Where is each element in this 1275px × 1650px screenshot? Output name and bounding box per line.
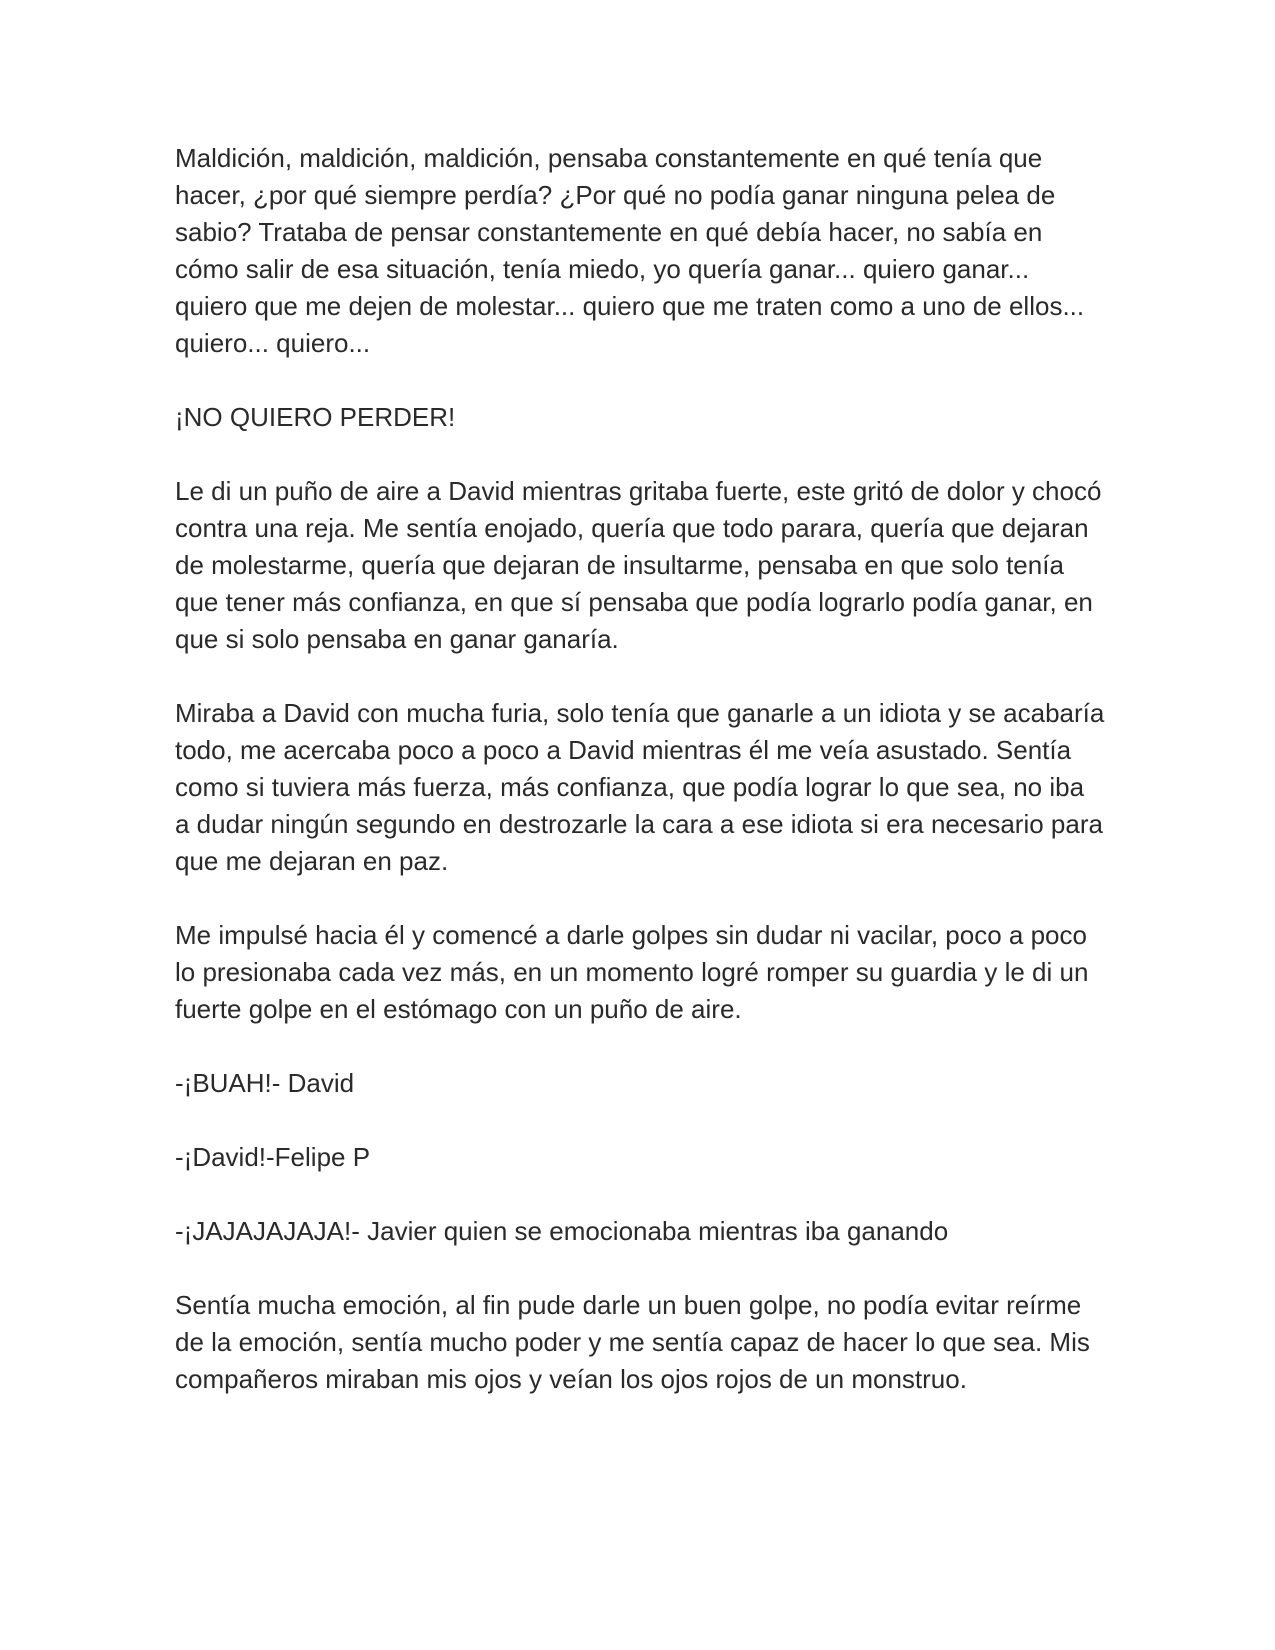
dialogue-line-felipe: -¡David!-Felipe P (175, 1142, 371, 1172)
paragraph-1: Maldición, maldición, maldición, pensaba constantemente en qué tenía que hacer, ¿por qué siempre perdía? ¿Por qué no podía ganar ninguna pelea de sabio? Trataba de pensar constantemente en qué debía hacer, no sabía en cómo salir de esa situación, tenía miedo, yo quería ganar... quiero ganar... quiero que me dejen de molestar... quiero que me traten como a uno de ellos... quiero... quiero... (175, 143, 1085, 358)
paragraph-2-shout: ¡NO QUIERO PERDER! (175, 402, 456, 432)
paragraph-3: Le di un puño de aire a David mientras gritaba fuerte, este gritó de dolor y chocó contra una reja. Me sentía enojado, quería que todo parara, quería que dejaran de molestarme, quería que dejaran de insultarme, pensaba en que solo tenía que tener más confianza, en que sí pensaba que podía lograrlo podía ganar, en que si solo pensaba en ganar ganaría. (175, 476, 1102, 654)
dialogue-line-javier: -¡JAJAJAJAJA!- Javier quien se emocionaba mientras iba ganando (175, 1216, 949, 1246)
paragraph-9: Sentía mucha emoción, al fin pude darle un buen golpe, no podía evitar reírme de la emoción, sentía mucho poder y me sentía capaz de hacer lo que sea. Mis compañeros miraban mis ojos y veían los ojos rojos de un monstruo. (175, 1290, 1090, 1394)
dialogue-line-david: -¡BUAH!- David (175, 1068, 355, 1098)
paragraph-4: Miraba a David con mucha furia, solo tenía que ganarle a un idiota y se acabaría todo, me acercaba poco a poco a David mientras él me veía asustado. Sentía como si tuviera más fuerza, más confianza, que podía lograr lo que sea, no iba a dudar ningún segundo en destrozarle la cara a ese idiota si era necesario para que me dejaran en paz. (175, 698, 1105, 876)
paragraph-5: Me impulsé hacia él y comencé a darle golpes sin dudar ni vacilar, poco a poco lo presionaba cada vez más, en un momento logré romper su guardia y le di un fuerte golpe en el estómago con un puño de aire. (175, 920, 1089, 1024)
document-page (175, 140, 1105, 1435)
